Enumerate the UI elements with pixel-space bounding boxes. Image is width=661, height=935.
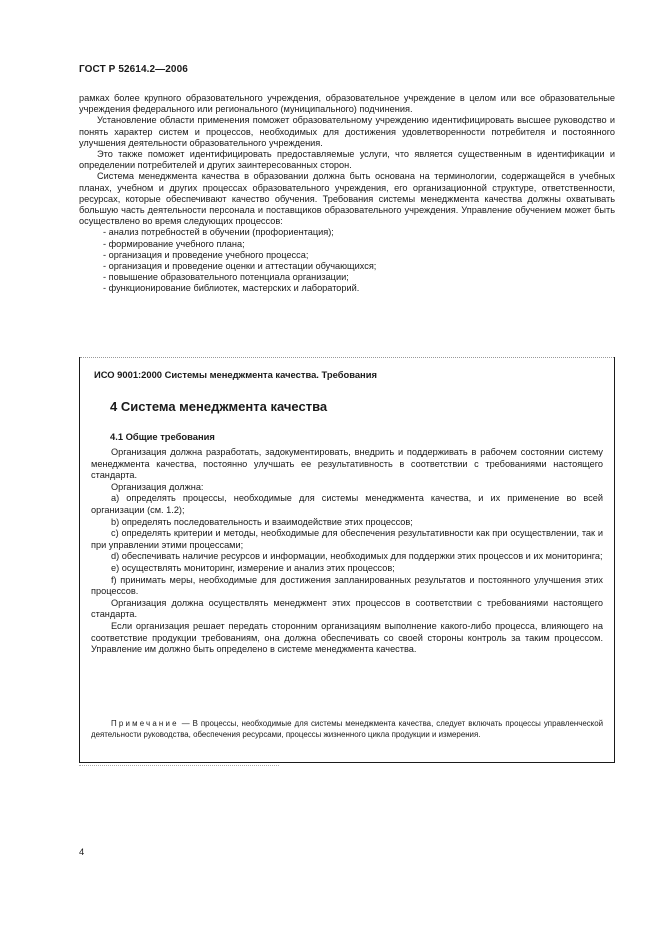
box-paragraph: f) принимать меры, необходимые для достижения запланированных результатов и постоянного улучшения этих процессов.	[91, 574, 603, 597]
intro-paragraph: Это также поможет идентифицировать предоставляемые услуги, что является существенным в идентификации и определении потребителей и других заинтересованных сторон.	[79, 149, 615, 171]
intro-paragraph: Установление области применения поможет образовательному учреждению идентифицировать высшее руководство и понять характер систем и процессов, необходимых для достижения удовлетворенности потребителя и постоянного улучшения деятельности образовательного учреждения.	[79, 115, 615, 148]
box-paragraph: e) осуществлять мониторинг, измерение и анализ этих процессов;	[111, 562, 395, 573]
iso-box-text	[91, 447, 603, 656]
box-top-divider	[80, 357, 614, 358]
box-paragraph: d) обеспечивать наличие ресурсов и информации, необходимых для поддержки этих процессов и их мониторинга;	[111, 551, 603, 562]
box-paragraph: b) определять последовательность и взаимодействие этих процессов;	[111, 516, 413, 527]
list-item: - повышение образовательного потенциала организации;	[103, 272, 349, 283]
page-number: 4	[79, 846, 85, 857]
list-item: - организация и проведение оценки и аттестации обучающихся;	[103, 261, 377, 272]
box-paragraph: Организация должна:	[111, 481, 204, 492]
process-list	[79, 227, 615, 294]
note-paragraph	[91, 719, 603, 740]
iso-box-title: ИСО 9001:2000 Системы менеджмента качества. Требования	[94, 369, 377, 380]
box-paragraph: a) определять процессы, необходимые для системы менеджмента качества, и их применение во всей организации (см. 1.2);	[91, 493, 603, 515]
list-item: - формирование учебного плана;	[103, 238, 245, 249]
list-item: - функционирование библиотек, мастерских и лабораторий.	[103, 283, 360, 294]
section-title: 4 Система менеджмента качества	[110, 399, 328, 414]
box-paragraph: c) определять критерии и методы, необходимые для обеспечения результативности как при осуществлении, так и при управлении этими процессами;	[91, 528, 603, 550]
box-paragraph: Организация должна разработать, задокументировать, внедрить и поддерживать в рабочем состоянии систему менеджмента качества, постоянно улучшать ее результативность в соответствии с требованиями настоящего стандарта.	[91, 447, 603, 481]
box-paragraph: Если организация решает передать сторонним организациям выполнение какого-либо процесса, влияющего на соответствие продукции требованиям, она должна обеспечивать со своей стороны контроль за таким процессом. Управление им должно быть определено в системе менеджмента качества.	[91, 620, 603, 655]
standard-header: ГОСТ Р 52614.2—2006	[79, 64, 188, 75]
note-label: Примечание	[111, 719, 179, 728]
list-item: - организация и проведение учебного процесса;	[103, 249, 309, 260]
list-item: - анализ потребностей в обучении (профориентация);	[103, 227, 334, 238]
intro-paragraph: рамках более крупного образовательного учреждения, образовательное учреждение в целом или все образовательные учреждения федерального или регионального (муниципального) подчинения.	[79, 93, 615, 115]
intro-paragraph: Система менеджмента качества в образовании должна быть основана на терминологии, содержащейся в учебных планах, учебном и других процессах образовательного учреждения, его организационной структуре, ответственности, ресурсах, которые обеспечивают качество обучения. Требования системы менеджмента качества должны охватывать большую часть деятельности персонала и поставщиков образовательного учреждения. Управление обучением может быть осуществлено во время следующих процессов:	[79, 171, 615, 227]
box-paragraph: Организация должна осуществлять менеджмент этих процессов в соответствии с требованиями настоящего стандарта.	[91, 597, 603, 620]
note-text: — В процессы, необходимые для системы менеджмента качества, следует включать процессы управленческой деятельности руководства, обеспечения ресурсами, процессы жизненного цикла продукции и измерения.	[91, 719, 603, 739]
intro-text	[79, 93, 615, 295]
note	[91, 719, 603, 740]
bottom-divider	[79, 765, 279, 766]
subsection-title: 4.1 Общие требования	[110, 431, 215, 442]
iso-quote-box	[79, 357, 615, 763]
